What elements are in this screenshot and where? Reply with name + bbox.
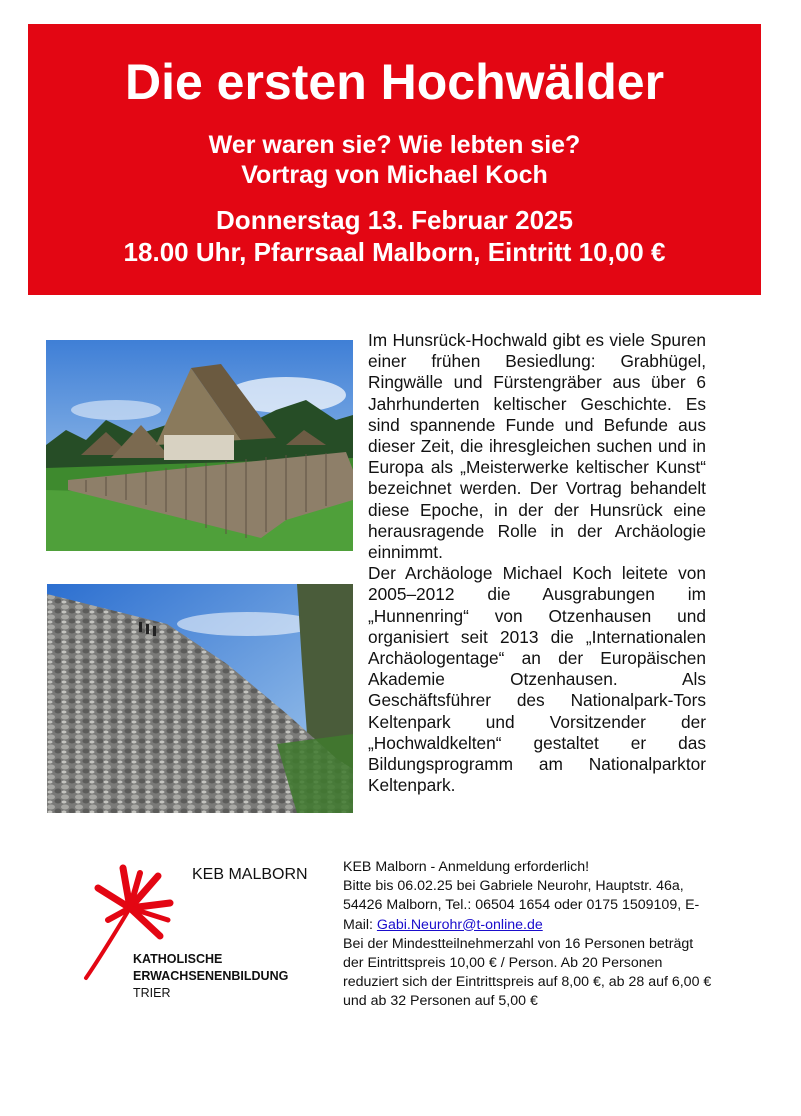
poster-title: Die ersten Hochwälder (124, 54, 665, 110)
org-line-2: ERWACHSENENBILDUNG (133, 969, 289, 983)
lecture-description (368, 330, 706, 796)
pricing-info: Bei der Mindestteilnehmerzahl von 16 Personen beträgt der Eintrittspreis 10,00 € / Person. Ab 20 Personen reduziert sich der Eintrittspreis auf 8,00 €, ab 28 auf 6,00 € und ab 32 Personen auf 5,00 € (343, 935, 712, 1010)
org-full-name (133, 951, 288, 1002)
contact-address-phone: Bitte bis 06.02.25 bei Gabriele Neurohr, Hauptstr. 46a, 54426 Malborn, Tel.: 06504 1654 oder 0175 1509109, E-Mail: (343, 878, 700, 933)
org-line-3: TRIER (133, 986, 171, 1000)
registration-heading: KEB Malborn - Anmeldung erforderlich! (343, 859, 590, 875)
stone-rampart-hunnenring-photo (47, 584, 353, 813)
email-link[interactable]: Gabi.Neurohr@t-online.de (376, 916, 543, 933)
celtic-village-palisade-photo (46, 340, 353, 551)
description-paragraph-2: Der Archäologe Michael Koch leitete von 2005–2012 die Ausgrabungen im „Hunnenring“ von Otzenhausen und organisiert seit 2013 die „Internationalen Archäologentage“ an der Europäischen Akademie Otzenhausen. Als Geschäftsführer des Nationalpark-Tors Keltenpark und Vorsitzender der „Hochwaldkelten“ gestaltet er das Bildungsprogramm am Nationalparktor Keltenpark. (368, 563, 706, 796)
subtitle-line-2: Vortrag von Michael Koch (241, 161, 548, 189)
description-paragraph-1: Im Hunsrück-Hochwald gibt es viele Spuren einer frühen Besiedlung: Grabhügel, Ringwälle und Fürstengräber aus über 6 Jahrhunderten keltischer Geschichte. Es sind spannende Funde und Befunde aus dieser Zeit, die ihresgleichen suchen und in Europa als „Meisterwerke keltischer Kunst“ bezeichnet werden. Der Vortrag behandelt diese Epoche, in der der Hunsrück eine herausragende Rolle in der Archäologie einnimmt. (368, 330, 706, 563)
header-banner (28, 24, 761, 295)
poster-subtitle (28, 130, 761, 190)
event-time-place-price: 18.00 Uhr, Pfarrsaal Malborn, Eintritt 10,00 € (123, 237, 666, 267)
subtitle-line-1: Wer waren sie? Wie lebten sie? (208, 131, 581, 159)
event-details (28, 204, 761, 268)
contact-details (343, 877, 713, 935)
org-short-name: KEB MALBORN (192, 866, 308, 883)
registration-info (343, 858, 713, 1012)
org-line-1: KATHOLISCHE (133, 952, 223, 966)
event-date: Donnerstag 13. Februar 2025 (216, 205, 573, 235)
